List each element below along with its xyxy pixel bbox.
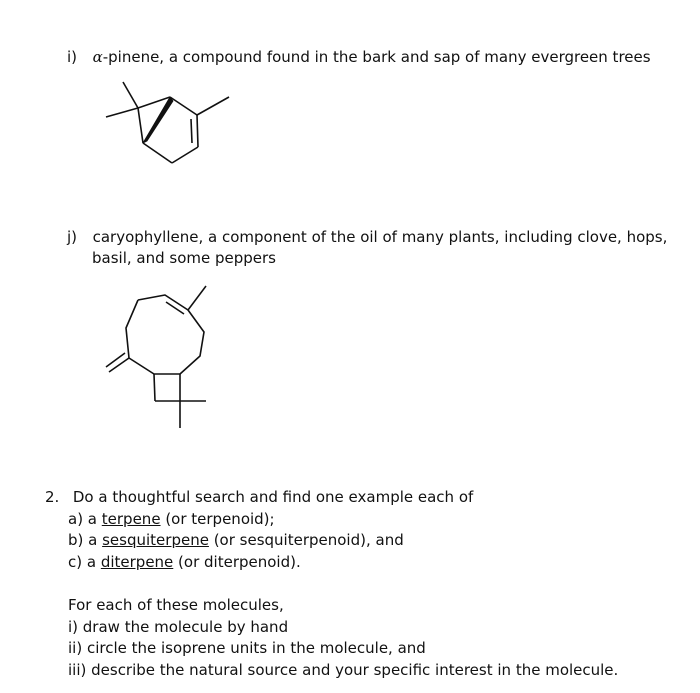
item-i-marker: i) [67,48,78,66]
question-2-part-c [68,552,301,572]
part-a-term: terpene [101,510,161,528]
item-i-text: -pinene, a compound found in the bark and sap of many evergreen trees [102,48,651,66]
part-b-suffix: (or sesquiterpenoid), and [208,531,404,549]
part-a-prefix: a) a [68,510,102,528]
question-2-part-a [68,509,275,529]
item-j-marker: j) [67,228,78,246]
instruction-iii: iii) describe the natural source and your specific interest in the molecule. [68,661,619,679]
item-i-line [67,47,651,67]
part-b-prefix: b) a [68,531,103,549]
item-i-greek-alpha: α [92,48,103,66]
part-c-suffix: (or diterpenoid). [173,553,301,571]
question-2-intro-line [45,487,473,507]
item-j-line2: basil, and some peppers [92,249,276,267]
part-c-prefix: c) a [68,553,101,571]
part-c-term: diterpene [100,553,174,571]
caryophyllene-structure-icon [100,280,220,435]
question-2-intro: Do a thoughtful search and find one example each of [72,488,474,506]
instruction-i: i) draw the molecule by hand [68,618,289,636]
part-a-suffix: (or terpenoid); [160,510,275,528]
part-b-term: sesquiterpene [102,531,209,549]
item-j-text-line1: caryophyllene, a component of the oil of many plants, including clove, hops, [92,228,668,246]
instructions-header: For each of these molecules, [68,596,284,614]
question-2-number: 2. [45,488,60,506]
alpha-pinene-structure-icon [100,75,240,170]
item-j-line1 [67,227,667,247]
question-2-part-b [68,530,404,550]
instruction-ii: ii) circle the isoprene units in the molecule, and [68,639,426,657]
